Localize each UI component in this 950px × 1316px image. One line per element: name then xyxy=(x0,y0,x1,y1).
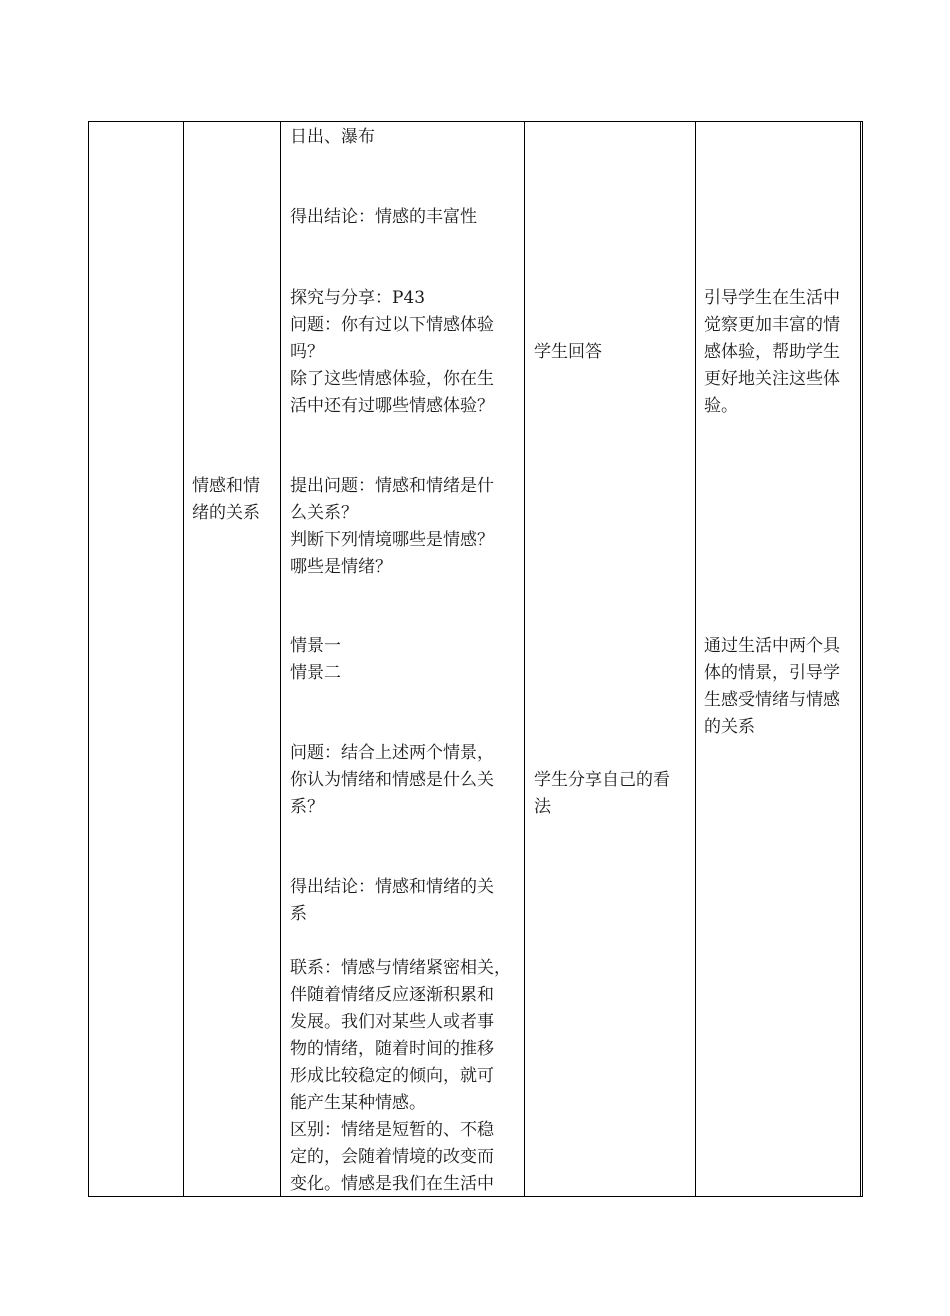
content-line: 吗？ xyxy=(290,342,324,362)
content-line: 区别：情绪是短暂的、不稳 xyxy=(290,1120,494,1140)
column-divider xyxy=(695,122,696,1196)
content-line: 提出问题：情感和情绪是什 xyxy=(290,476,494,496)
content-line: 你认为情绪和情感是什么关 xyxy=(290,770,494,790)
content-line: 发展。我们对某些人或者事 xyxy=(290,1012,494,1032)
content-line: 物的情绪，随着时间的推移 xyxy=(290,1039,494,1059)
content-line: 活中还有过哪些情感体验？ xyxy=(290,396,494,416)
content-line: 探究与分享：P43 xyxy=(290,288,426,308)
content-line: 除了这些情感体验，你在生 xyxy=(290,369,494,389)
content-line: 系 xyxy=(290,904,307,924)
content-line: 判断下列情境哪些是情感？ xyxy=(290,530,494,550)
content-line: 能产生某种情感。 xyxy=(290,1093,426,1113)
column-divider xyxy=(280,122,281,1196)
student-activity-text: 学生分享自己的看 xyxy=(534,770,670,790)
content-line: 联系：情感与情绪紧密相关， xyxy=(290,958,511,978)
content-line: 形成比较稳定的倾向，就可 xyxy=(290,1066,494,1086)
content-line: 问题：结合上述两个情景， xyxy=(290,743,494,763)
topic-text: 绪的关系 xyxy=(192,503,260,523)
student-activity-text: 法 xyxy=(534,797,551,817)
content-line: 日出、瀑布 xyxy=(290,127,375,147)
design-intent-text: 更好地关注这些体 xyxy=(704,369,840,389)
content-line: 问题：你有过以下情感体验 xyxy=(290,315,494,335)
column-divider xyxy=(183,122,184,1196)
column-divider xyxy=(524,122,525,1196)
content-line: 得出结论：情感和情绪的关 xyxy=(290,877,494,897)
content-line: 变化。情感是我们在生活中 xyxy=(290,1174,494,1194)
design-intent-text: 引导学生在生活中 xyxy=(704,288,840,308)
topic-text: 情感和情 xyxy=(192,476,260,496)
student-activity-text: 学生回答 xyxy=(534,342,602,362)
design-intent-text: 生感受情绪与情感 xyxy=(704,690,840,710)
design-intent-text: 体的情景，引导学 xyxy=(704,663,840,683)
content-line: 定的，会随着情境的改变而 xyxy=(290,1147,494,1167)
content-line: 得出结论：情感的丰富性 xyxy=(290,207,477,227)
content-line: 系？ xyxy=(290,797,324,817)
design-intent-text: 的关系 xyxy=(704,717,755,737)
content-line: 哪些是情绪？ xyxy=(290,557,392,577)
design-intent-text: 感体验，帮助学生 xyxy=(704,342,840,362)
content-line: 情景一 xyxy=(290,636,341,656)
content-line: 么关系？ xyxy=(290,503,358,523)
content-line: 伴随着情绪反应逐渐积累和 xyxy=(290,985,494,1005)
content-line: 情景二 xyxy=(290,663,341,683)
design-intent-text: 觉察更加丰富的情 xyxy=(704,315,840,335)
design-intent-text: 通过生活中两个具 xyxy=(704,636,840,656)
design-intent-text: 验。 xyxy=(704,396,738,416)
